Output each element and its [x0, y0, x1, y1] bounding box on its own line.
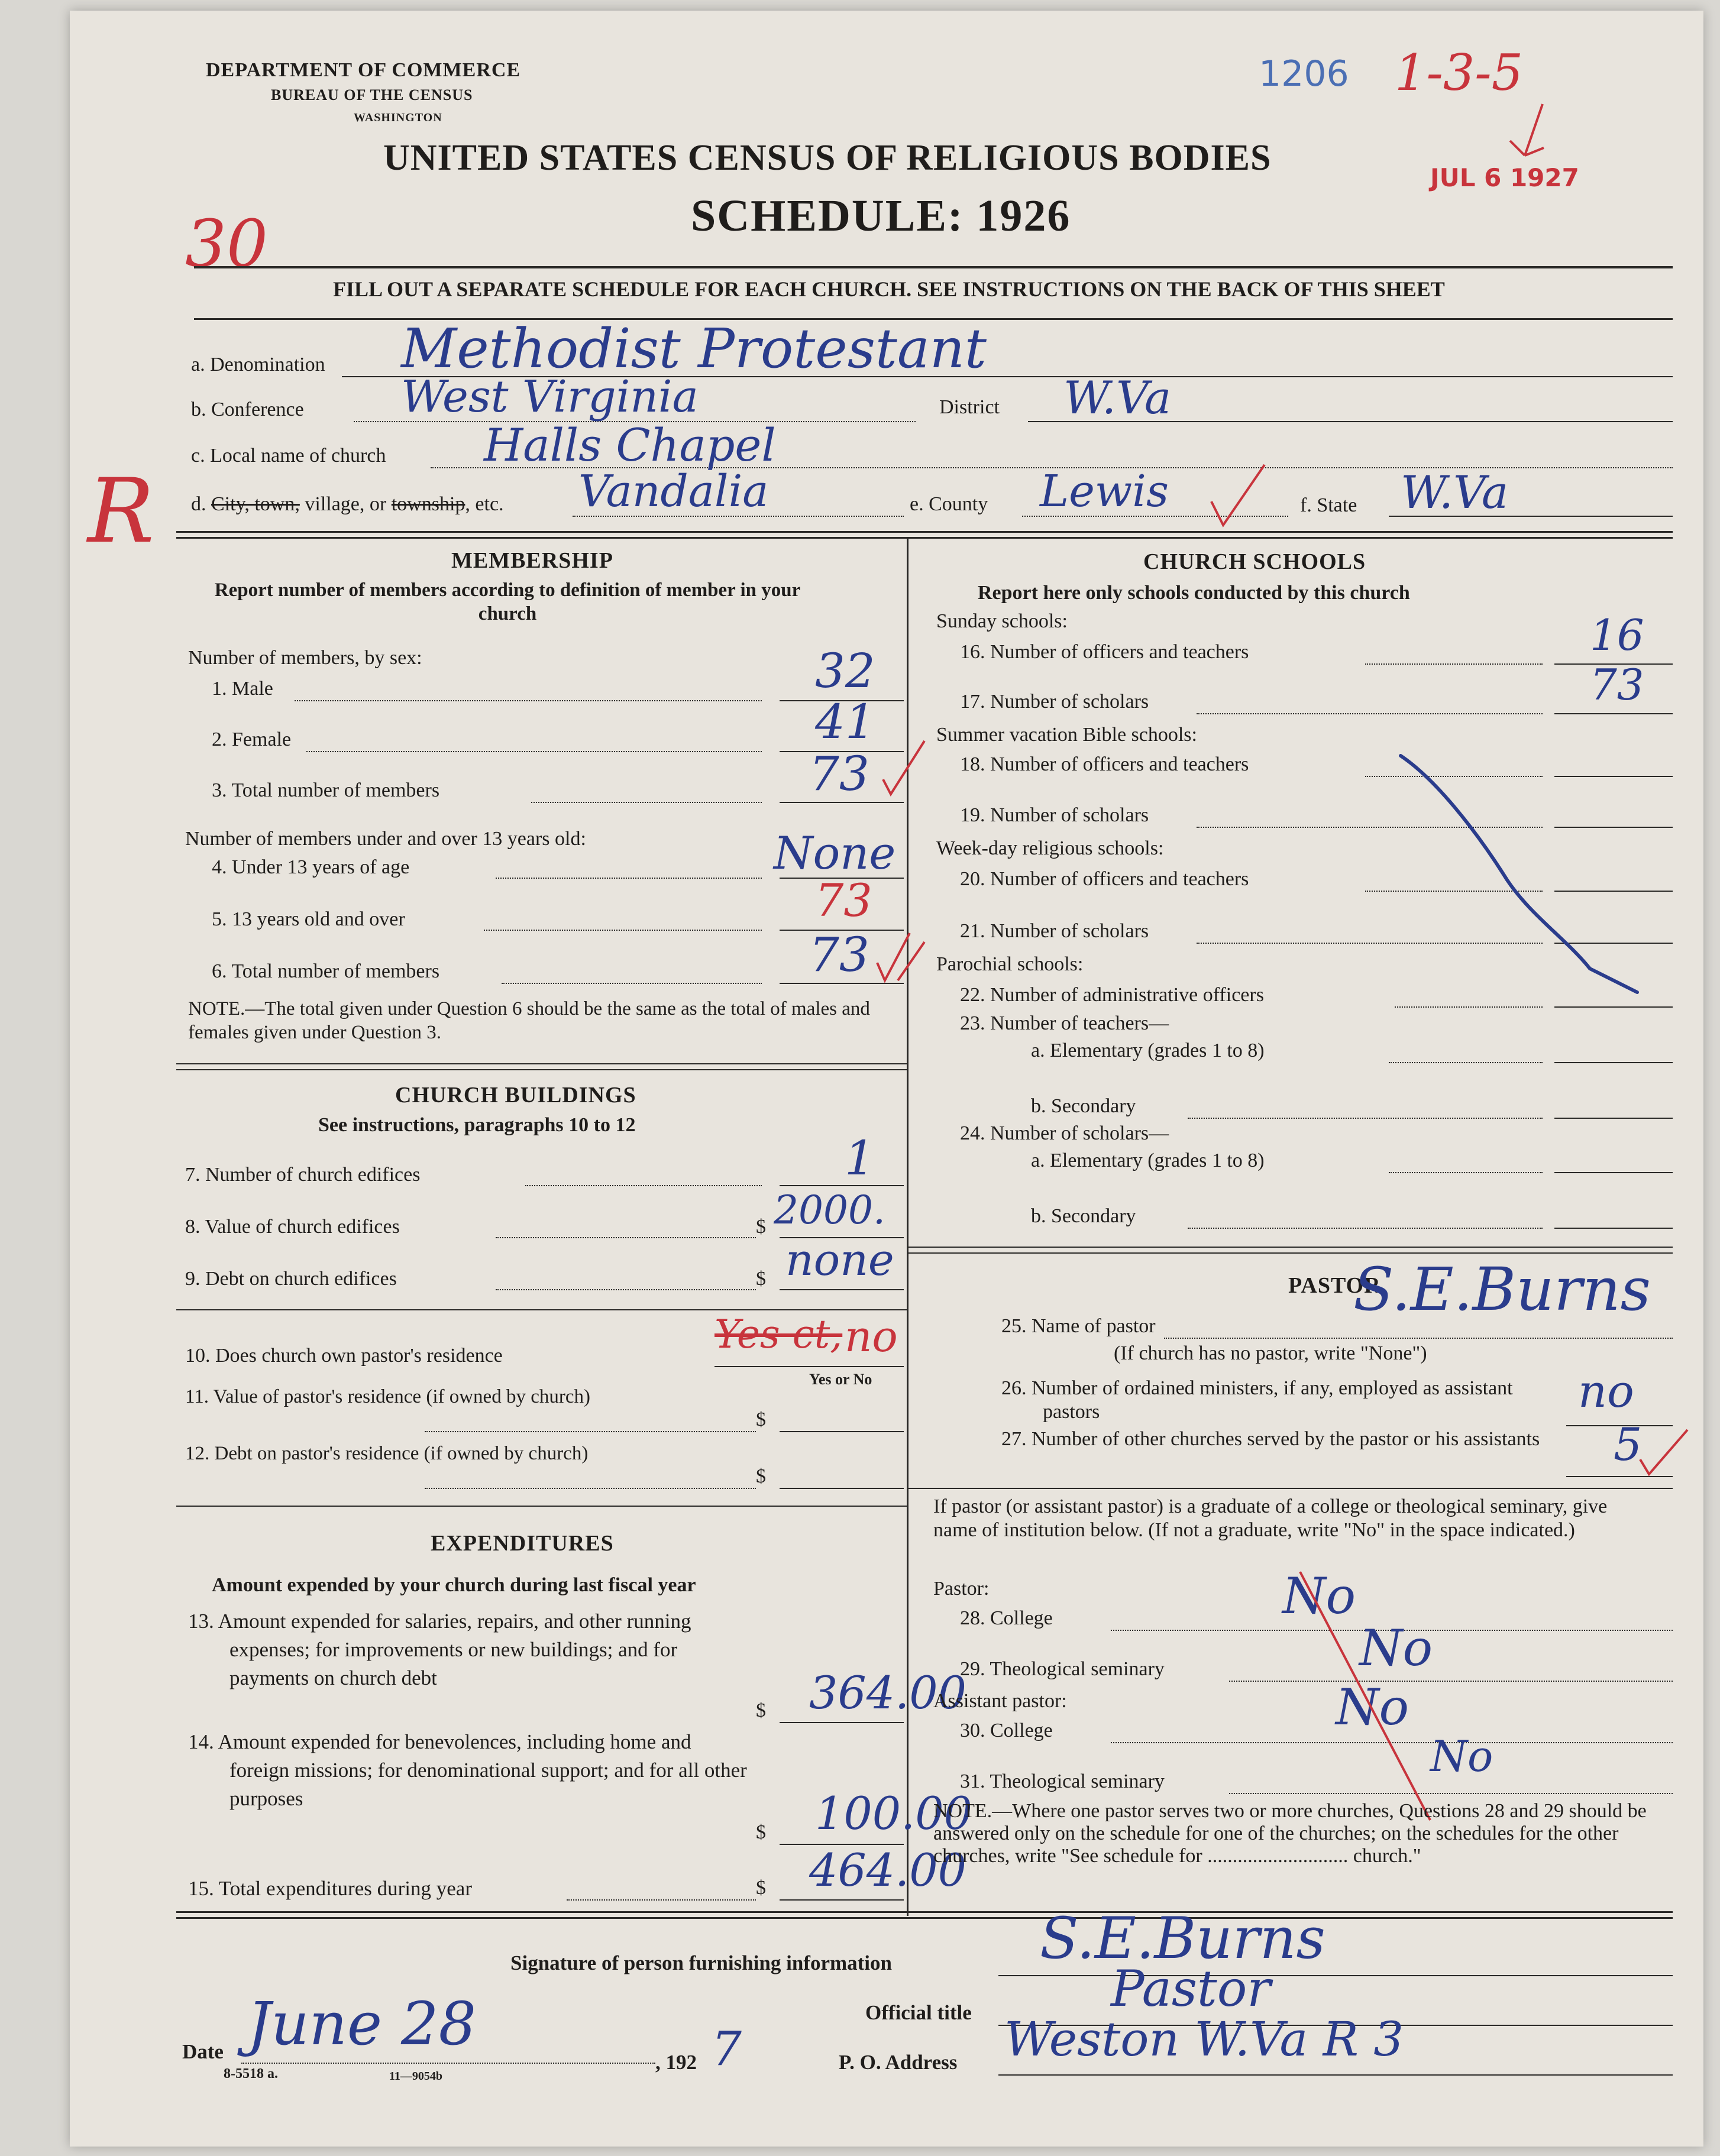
- q12-line: [425, 1488, 756, 1489]
- q15-dollar: $: [756, 1877, 766, 1899]
- bureau-city: WASHINGTON: [354, 111, 442, 124]
- q9-field[interactable]: none: [785, 1235, 894, 1286]
- buildings-rule: [176, 1506, 907, 1507]
- q14-field[interactable]: 100.00: [815, 1787, 972, 1840]
- q27-field[interactable]: 5: [1614, 1418, 1643, 1471]
- q20-label: 20. Number of officers and teachers: [960, 868, 1249, 890]
- signature-field[interactable]: S.E.Burns: [1040, 1905, 1325, 1972]
- weekday-schools-label: Week-day religious schools:: [936, 837, 1164, 859]
- q10-struck-answer: Yes ct,: [714, 1312, 843, 1357]
- form-code: 8-5518 a.: [224, 2066, 278, 2081]
- pastor-rule: [907, 1488, 1673, 1489]
- identity-rule-1: [176, 531, 1673, 533]
- q23-label: 23. Number of teachers—: [960, 1012, 1169, 1034]
- q24a-answer-field[interactable]: [1554, 1172, 1673, 1173]
- bureau-name: BUREAU OF THE CENSUS: [271, 86, 473, 103]
- membership-subtitle: Report number of members according to definition of member in your church: [214, 580, 801, 624]
- margin-number: 30: [185, 206, 268, 281]
- header-rule: [194, 266, 1673, 268]
- q9-line: [496, 1289, 756, 1290]
- q17-line: [1197, 713, 1543, 714]
- schools-rule-2: [907, 1252, 1673, 1254]
- q11-label: 11. Value of pastor's residence (if owned by church): [185, 1386, 590, 1407]
- q1-line: [295, 700, 762, 701]
- q22-label: 22. Number of administrative officers: [960, 984, 1264, 1006]
- q19-label: 19. Number of scholars: [960, 804, 1149, 826]
- pastor-heading: PASTOR: [1288, 1273, 1381, 1298]
- q26-label: 26. Number of ordained ministers, if any, employed as assistant pastors: [1001, 1377, 1513, 1423]
- schedule-year: SCHEDULE: 1926: [691, 191, 1071, 241]
- q23a-label: a. Elementary (grades 1 to 8): [1031, 1040, 1265, 1061]
- q4-label: 4. Under 13 years of age: [212, 856, 410, 878]
- q13-answer-line: [780, 1722, 904, 1723]
- q10-label: 10. Does church own pastor's residence: [185, 1345, 503, 1367]
- q24b-label: b. Secondary: [1031, 1205, 1136, 1227]
- q28-field[interactable]: No: [1282, 1567, 1356, 1625]
- q1-label: 1. Male: [212, 678, 273, 700]
- q24a-line: [1389, 1172, 1543, 1173]
- q9-rule: [176, 1309, 907, 1310]
- not-applicable-slash-mark: [1389, 744, 1649, 998]
- q9-label: 9. Debt on church edifices: [185, 1268, 397, 1290]
- q7-label: 7. Number of church edifices: [185, 1164, 421, 1186]
- q5-label: 5. 13 years old and over: [212, 908, 405, 930]
- denomination-field[interactable]: Methodist Protestant: [401, 317, 987, 380]
- q8-field[interactable]: 2000.: [774, 1187, 885, 1233]
- q8-label: 8. Value of church edifices: [185, 1216, 400, 1238]
- denomination-label: a. Denomination: [191, 354, 325, 375]
- q23b-answer-field[interactable]: [1554, 1118, 1673, 1119]
- margin-mark: R: [88, 460, 154, 563]
- q31-field[interactable]: No: [1430, 1731, 1493, 1781]
- q21-label: 21. Number of scholars: [960, 920, 1149, 942]
- q4-line: [496, 878, 762, 879]
- received-date-stamp: JUL 6 1927: [1430, 163, 1579, 192]
- state-field[interactable]: W.Va: [1401, 466, 1509, 519]
- state-label: f. State: [1300, 494, 1357, 516]
- q16-line: [1365, 663, 1543, 665]
- q22-line: [1395, 1006, 1543, 1008]
- q24b-answer-field[interactable]: [1554, 1228, 1673, 1229]
- q17-label: 17. Number of scholars: [960, 691, 1149, 713]
- q24b-line: [1188, 1228, 1543, 1229]
- county-label: e. County: [910, 493, 988, 515]
- expenditures-subtitle: Amount expended by your church during last fiscal year: [212, 1574, 696, 1596]
- local-name-field[interactable]: Halls Chapel: [484, 419, 776, 471]
- q24a-label: a. Elementary (grades 1 to 8): [1031, 1150, 1265, 1171]
- schools-rule-1: [907, 1247, 1673, 1248]
- q2-field[interactable]: 41: [815, 694, 875, 749]
- official-title-field[interactable]: Pastor: [1111, 1960, 1271, 2018]
- address-field[interactable]: Weston W.Va R 3: [1004, 2012, 1404, 2067]
- department-name: DEPARTMENT OF COMMERCE: [206, 59, 521, 81]
- q3-label: 3. Total number of members: [212, 779, 440, 801]
- q12-dollar: $: [756, 1465, 766, 1487]
- members-by-sex-label: Number of members, by sex:: [188, 647, 422, 669]
- official-title-label: Official title: [865, 2001, 972, 2024]
- date-field[interactable]: June 28: [247, 1989, 477, 2058]
- separate-schedule-instruction: FILL OUT A SEPARATE SCHEDULE FOR EACH CHURCH. SEE INSTRUCTIONS ON THE BACK OF THIS SHEET: [333, 277, 1445, 301]
- schools-heading: CHURCH SCHOOLS: [1143, 549, 1366, 574]
- identity-rule-2: [176, 537, 1673, 539]
- q25-label: 25. Name of pastor: [1001, 1315, 1156, 1337]
- q1-field[interactable]: 32: [815, 643, 875, 698]
- q7-field[interactable]: 1: [845, 1131, 875, 1186]
- q23b-label: b. Secondary: [1031, 1095, 1136, 1117]
- q27-checkmark-icon: [1637, 1424, 1690, 1477]
- q3-field[interactable]: 73: [809, 746, 869, 801]
- q8-line: [496, 1237, 756, 1238]
- year-field[interactable]: 7: [712, 2021, 742, 2076]
- date-line: [241, 2063, 655, 2064]
- form-title: UNITED STATES CENSUS OF RELIGIOUS BODIES: [383, 138, 1272, 178]
- buildings-subtitle: See instructions, paragraphs 10 to 12: [318, 1114, 636, 1136]
- q25-line: [1164, 1338, 1673, 1339]
- census-schedule-sheet: [70, 11, 1703, 2147]
- q16-field[interactable]: 16: [1590, 610, 1644, 660]
- expenditures-heading: EXPENDITURES: [431, 1531, 614, 1556]
- file-code: 1-3-5: [1395, 44, 1524, 102]
- summer-schools-label: Summer vacation Bible schools:: [936, 724, 1197, 746]
- district-field[interactable]: W.Va: [1063, 371, 1172, 424]
- checkmark-arrow-icon: [1501, 99, 1554, 164]
- q27-label: 27. Number of other churches served by the pastor or his assistants: [1001, 1428, 1540, 1450]
- q9-dollar: $: [756, 1268, 766, 1290]
- sunday-schools-label: Sunday schools:: [936, 610, 1068, 632]
- city-field[interactable]: Vandalia: [578, 466, 769, 517]
- q3-answer-line: [780, 802, 904, 803]
- q30-label: 30. College: [960, 1720, 1053, 1741]
- q6-line: [502, 983, 762, 984]
- year-prefix: , 192: [655, 2051, 697, 2074]
- q30-field[interactable]: No: [1336, 1678, 1409, 1736]
- q29-label: 29. Theological seminary: [960, 1658, 1165, 1680]
- q16-label: 16. Number of officers and teachers: [960, 641, 1249, 663]
- city-label: d. City, town, village, or township, etc.: [191, 493, 504, 515]
- signature-line: [998, 1975, 1673, 1976]
- pastor-note: NOTE.—Where one pastor serves two or more churches, Questions 28 and 29 should be answered only on the schedule for one of the churches; on the schedules for the other churches, write "See schedule for ............................ church.": [933, 1800, 1647, 1867]
- q9-answer-line: [780, 1289, 904, 1290]
- local-name-label: c. Local name of church: [191, 445, 386, 467]
- members-by-age-label: Number of members under and over 13 years old:: [185, 828, 586, 850]
- membership-rule-2: [176, 1069, 907, 1070]
- q14-dollar: $: [756, 1821, 766, 1843]
- q17-field[interactable]: 73: [1590, 660, 1644, 710]
- q22-answer-field[interactable]: [1554, 1006, 1673, 1008]
- county-checkmark-icon: [1205, 460, 1270, 531]
- address-line: [998, 2074, 1673, 2076]
- pastor-education-label: Pastor:: [933, 1578, 990, 1600]
- q3-checkmark-icon: [880, 738, 927, 797]
- q10-field[interactable]: no: [845, 1312, 898, 1361]
- file-number-stamp: 1206: [1259, 53, 1349, 95]
- q4-field[interactable]: None: [774, 827, 896, 879]
- q23a-answer-field[interactable]: [1554, 1062, 1673, 1063]
- q6-checkmark-icon: [874, 930, 927, 983]
- q18-label: 18. Number of officers and teachers: [960, 753, 1249, 775]
- q2-label: 2. Female: [212, 729, 292, 750]
- q23b-line: [1188, 1118, 1543, 1119]
- q10-hint: Yes or No: [809, 1371, 872, 1388]
- q15-label: 15. Total expenditures during year: [188, 1877, 472, 1900]
- q14-label: 14. Amount expended for benevolences, including home and foreign missions; for denominational support; and for all other purposes: [188, 1730, 747, 1810]
- county-field[interactable]: Lewis: [1040, 466, 1169, 517]
- q7-line: [525, 1185, 762, 1186]
- q6-field[interactable]: 73: [809, 927, 869, 982]
- q7-answer-line: [780, 1185, 904, 1186]
- q11-dollar: $: [756, 1409, 766, 1430]
- q11-line: [425, 1431, 756, 1432]
- footer-rule-1: [176, 1911, 1673, 1913]
- q29-field[interactable]: No: [1359, 1619, 1433, 1677]
- q15-answer-line: [780, 1899, 904, 1901]
- q13-label: 13. Amount expended for salaries, repairs, and other running expenses; for improvements or new buildings; and for payments on church debt: [188, 1610, 691, 1689]
- q5-line: [484, 930, 762, 931]
- parochial-schools-label: Parochial schools:: [936, 953, 1084, 975]
- signature-label: Signature of person furnishing information: [510, 1951, 892, 1974]
- assistant-pastor-education-label: Assistant pastor:: [933, 1690, 1067, 1712]
- education-slash-mark: [1288, 1560, 1442, 1832]
- membership-note: NOTE.—The total given under Question 6 should be the same as the total of males and females given under Question 3.: [188, 998, 870, 1043]
- print-code: 11—9054b: [389, 2070, 443, 2083]
- address-label: P. O. Address: [839, 2051, 958, 2074]
- buildings-heading: CHURCH BUILDINGS: [395, 1083, 636, 1108]
- q25-field[interactable]: S.E.Burns: [1353, 1255, 1651, 1324]
- q12-label: 12. Debt on pastor's residence (if owned by church): [185, 1443, 589, 1464]
- q13-field[interactable]: 364.00: [809, 1666, 966, 1719]
- q25-hint: (If church has no pastor, write "None"): [1114, 1342, 1427, 1364]
- conference-field[interactable]: West Virginia: [401, 371, 699, 422]
- q15-field[interactable]: 464.00: [809, 1844, 966, 1896]
- district-label: District: [939, 396, 1000, 418]
- q31-label: 31. Theological seminary: [960, 1770, 1165, 1792]
- membership-heading: MEMBERSHIP: [451, 548, 613, 573]
- q24-label: 24. Number of scholars—: [960, 1122, 1169, 1144]
- q17-answer-line: [1554, 713, 1673, 714]
- schools-subtitle: Report here only schools conducted by this church: [978, 582, 1410, 604]
- date-label: Date: [182, 2040, 224, 2063]
- q8-dollar: $: [756, 1216, 766, 1238]
- q15-line: [567, 1899, 756, 1901]
- q11-answer-field[interactable]: [780, 1431, 904, 1432]
- q26-field[interactable]: no: [1578, 1365, 1634, 1417]
- conference-label: b. Conference: [191, 399, 304, 420]
- q2-line: [306, 751, 762, 752]
- q28-label: 28. College: [960, 1607, 1053, 1629]
- graduate-instruction: If pastor (or assistant pastor) is a graduate of a college or theological seminary, give name of institution below. (If not a graduate, write "No" in the space indicated.): [933, 1495, 1608, 1541]
- footer-rule-2: [176, 1917, 1673, 1919]
- q6-label: 6. Total number of members: [212, 960, 440, 982]
- membership-rule-1: [176, 1063, 907, 1064]
- q12-answer-field[interactable]: [780, 1488, 904, 1489]
- q5-field[interactable]: 73: [815, 874, 872, 927]
- q23a-line: [1389, 1062, 1543, 1063]
- q13-dollar: $: [756, 1699, 766, 1721]
- q10-answer-line: [714, 1366, 904, 1367]
- q3-line: [531, 802, 762, 803]
